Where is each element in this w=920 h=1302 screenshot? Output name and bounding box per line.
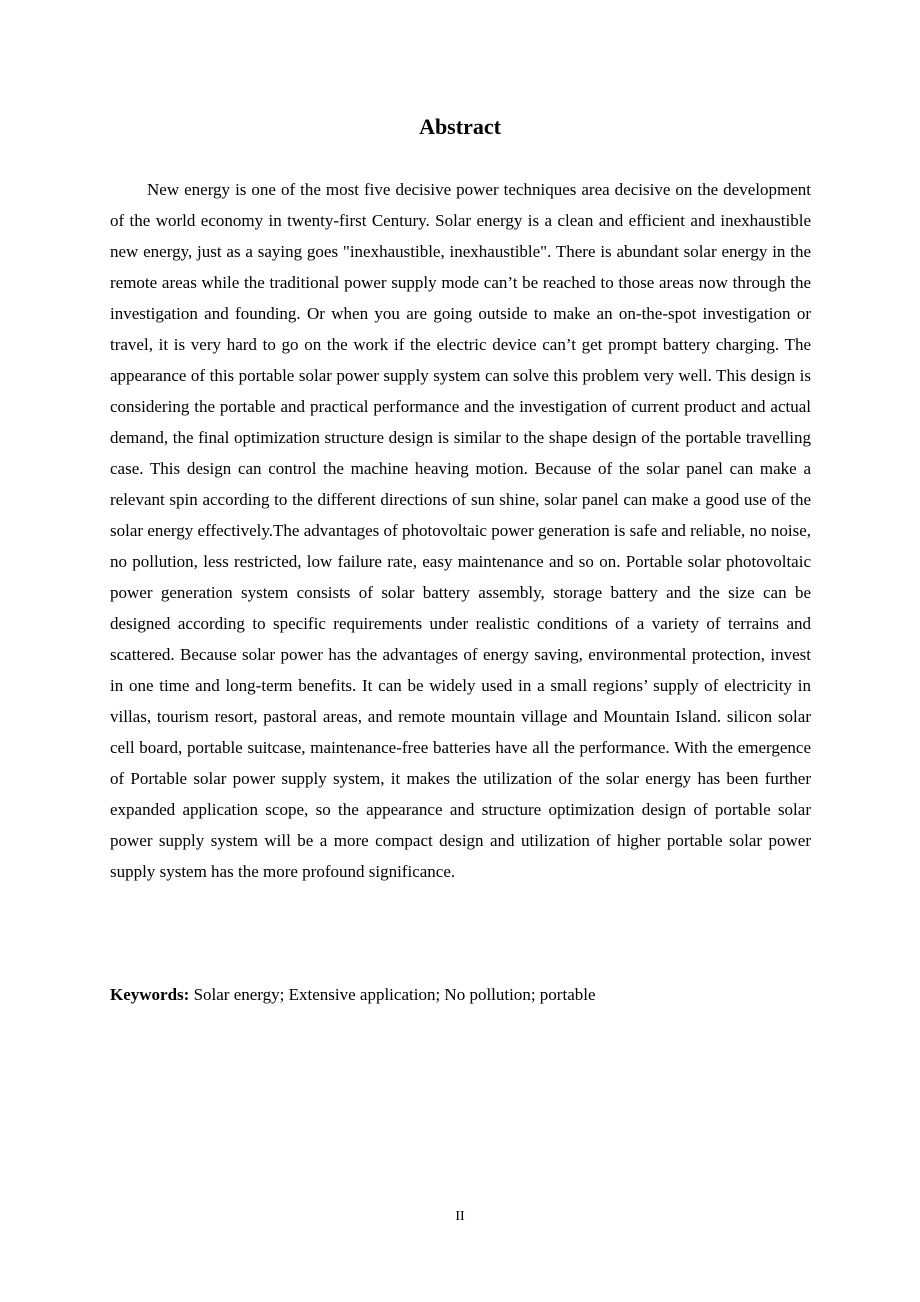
keywords-line [110, 979, 811, 1010]
abstract-title: Abstract [419, 114, 501, 139]
page-number: II [455, 1209, 465, 1224]
keywords-text: Solar energy; Extensive application; No pollution; portable [189, 985, 596, 1004]
keywords-label: Keywords: [110, 985, 190, 1004]
abstract-body: New energy is one of the most five decisive power techniques area decisive on the development of the world economy in twenty-first Century. Solar energy is a clean and efficient and inexhaustible new energy, just as a saying goes "inexhaustible, inexhaustible". There is abundant solar energy in the remote areas while the traditional power supply mode can’t be reached to those areas now through the investigation and founding. Or when you are going outside to make an on-the-spot investigation or travel, it is very hard to go on the work if the electric device can’t get prompt battery charging. The appearance of this portable solar power supply system can solve this problem very well. This design is considering the portable and practical performance and the investigation of current product and actual demand, the final optimization structure design is similar to the shape design of the portable travelling case. This design can control the machine heaving motion. Because of the solar panel can make a relevant spin according to the different directions of sun shine, solar panel can make a good use of the solar energy effectively.The advantages of photovoltaic power generation is safe and reliable, no noise, no pollution, less restricted, low failure rate, easy maintenance and so on. Portable solar photovoltaic power generation system consists of solar battery assembly, storage battery and the size can be designed according to specific requirements under realistic conditions of a variety of terrains and scattered. Because solar power has the advantages of energy saving, environmental protection, invest in one time and long-term benefits. It can be widely used in a small regions’ supply of electricity in villas, tourism resort, pastoral areas, and remote mountain village and Mountain Island. silicon solar cell board, portable suitcase, maintenance-free batteries have all the performance. With the emergence of Portable solar power supply system, it makes the utilization of the solar energy has been further expanded application scope, so the appearance and structure optimization design of portable solar power supply system will be a more compact design and utilization of higher portable solar power supply system has the more profound significance. [110, 180, 811, 881]
